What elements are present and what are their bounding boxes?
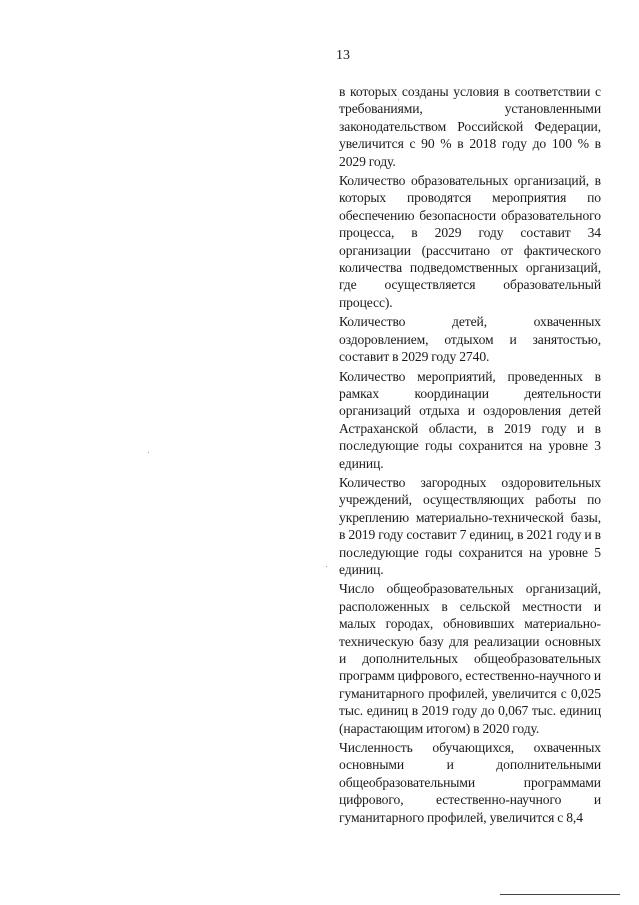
paragraph-children-health: Количество детей, охваченных оздоровлением, отдыхом и занятостью, составит в 2029 году 2740. [339,314,601,365]
scan-speck [326,566,327,567]
scan-speck [148,452,149,453]
paragraph-safety-measures: Количество образовательных организаций, в которых проводятся мероприятия по обеспечению безопасности образовательного процесса, в 2029 году составит 34 организации (рассчитано от фактического количества подведомственных организаций, где осуществляется образовательный процесс). [339,173,601,310]
paragraph-coordination-events: Количество мероприятий, проведенных в рамках координации деятельности организаций отдыха и оздоровления детей Астраханской области, в 2019 году и в последующие годы сохранится на уровне 3 единиц. [339,368,601,471]
body-text-column [339,83,601,828]
paragraph-students-count: Численность обучающихся, охваченных основными и дополнительными общеобразовательными программами цифрового, естественно-научного и гуманитарного профилей, увеличится с 8,4 [339,740,601,825]
scan-speck [398,99,399,100]
paragraph-conditions: в которых созданы условия в соответствии с требованиями, установленными законодательством Российской Федерации, увеличится с 90 % в 2018 году до 100 % в 2029 году. [339,84,601,169]
bottom-edge-line [500,894,620,895]
paragraph-rural-schools: Число общеобразовательных организаций, расположенных в сельской местности и малых городах, обновивших материально-техническую базу для реализации основных и дополнительных общеобразовательных программ цифрового, естественно-научного и гуманитарного профилей, увеличится с 0,025 тыс. единиц в 2019 году до 0,067 тыс. единиц (нарастающим итогом) в 2020 году. [339,581,601,736]
page-number: 13 [336,48,350,63]
paragraph-suburban-facilities: Количество загородных оздоровительных учреждений, осуществляющих работы по укреплению материально-технической базы, в 2019 году составит 7 единиц, в 2021 году и в последующие годы сохранится на уровне 5 единиц. [339,474,601,577]
